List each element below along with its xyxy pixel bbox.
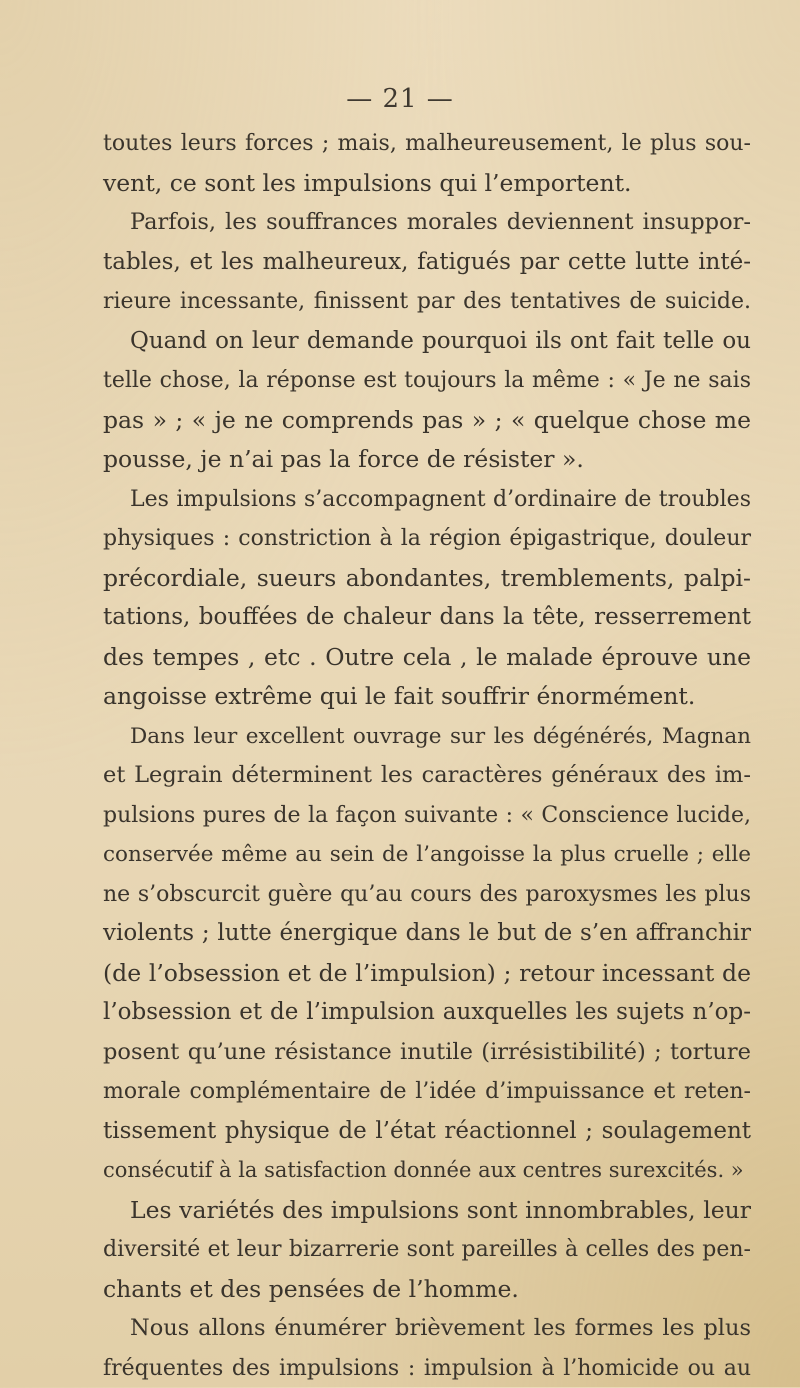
text-line: précordiale, sueurs abondantes, tremblements, palpi-: [103, 559, 751, 599]
text-line: morale complémentaire de l’idée d’impuissance et reten-: [103, 1072, 751, 1112]
text-line: tables, et les malheureux, fatigués par cette lutte inté-: [103, 243, 751, 283]
text-line: conservée même au sein de l’angoisse la plus cruelle ; elle: [103, 835, 751, 875]
text-line: pousse, je n’ai pas la force de résister ».: [103, 440, 751, 480]
page-number: — 21 —: [0, 84, 800, 114]
text-line: tissement physique de l’état réactionnel ; soulagement: [103, 1112, 751, 1152]
text-line: angoisse extrême qui le fait souffrir énormément.: [103, 677, 751, 717]
body-text: [103, 124, 751, 1388]
text-line: ne s’obscurcit guère qu’au cours des paroxysmes les plus: [103, 875, 751, 915]
text-line: pulsions pures de la façon suivante : « Conscience lucide,: [103, 796, 751, 836]
text-line: physiques : constriction à la région épigastrique, douleur: [103, 519, 751, 559]
paragraph-start-line: Dans leur excellent ouvrage sur les dégénérés, Magnan: [103, 717, 751, 757]
text-line: diversité et leur bizarrerie sont pareilles à celles des pen-: [103, 1230, 751, 1270]
text-line: violents ; lutte énergique dans le but de s’en affranchir: [103, 914, 751, 954]
text-line: toutes leurs forces ; mais, malheureusement, le plus sou-: [103, 124, 751, 164]
text-line: tations, bouffées de chaleur dans la tête, resserrement: [103, 598, 751, 638]
paragraph-start-line: Les impulsions s’accompagnent d’ordinaire de troubles: [103, 480, 751, 520]
paragraph-start-line: Parfois, les souffrances morales deviennent insuppor-: [103, 203, 751, 243]
paragraph-start-line: Quand on leur demande pourquoi ils ont fait telle ou: [103, 322, 751, 362]
text-line: et Legrain déterminent les caractères généraux des im-: [103, 756, 751, 796]
text-line: telle chose, la réponse est toujours la même : « Je ne sais: [103, 361, 751, 401]
text-line: posent qu’une résistance inutile (irrésistibilité) ; torture: [103, 1033, 751, 1073]
paragraph-start-line: Nous allons énumérer brièvement les formes les plus: [103, 1309, 751, 1349]
text-line: rieure incessante, finissent par des tentatives de suicide.: [103, 282, 751, 322]
text-line: consécutif à la satisfaction donnée aux centres surexcités. »: [103, 1151, 751, 1191]
text-line: l’obsession et de l’impulsion auxquelles les sujets n’op-: [103, 993, 751, 1033]
text-line: chants et des pensées de l’homme.: [103, 1270, 751, 1310]
paragraph-start-line: Les variétés des impulsions sont innombrables, leur: [103, 1191, 751, 1231]
text-line: vent, ce sont les impulsions qui l’emportent.: [103, 164, 751, 204]
text-line: pas » ; « je ne comprends pas » ; « quelque chose me: [103, 401, 751, 441]
text-line: fréquentes des impulsions : impulsion à l’homicide ou au: [103, 1349, 751, 1388]
text-line: (de l’obsession et de l’impulsion) ; retour incessant de: [103, 954, 751, 994]
text-line: des tempes , etc . Outre cela , le malade éprouve une: [103, 638, 751, 678]
